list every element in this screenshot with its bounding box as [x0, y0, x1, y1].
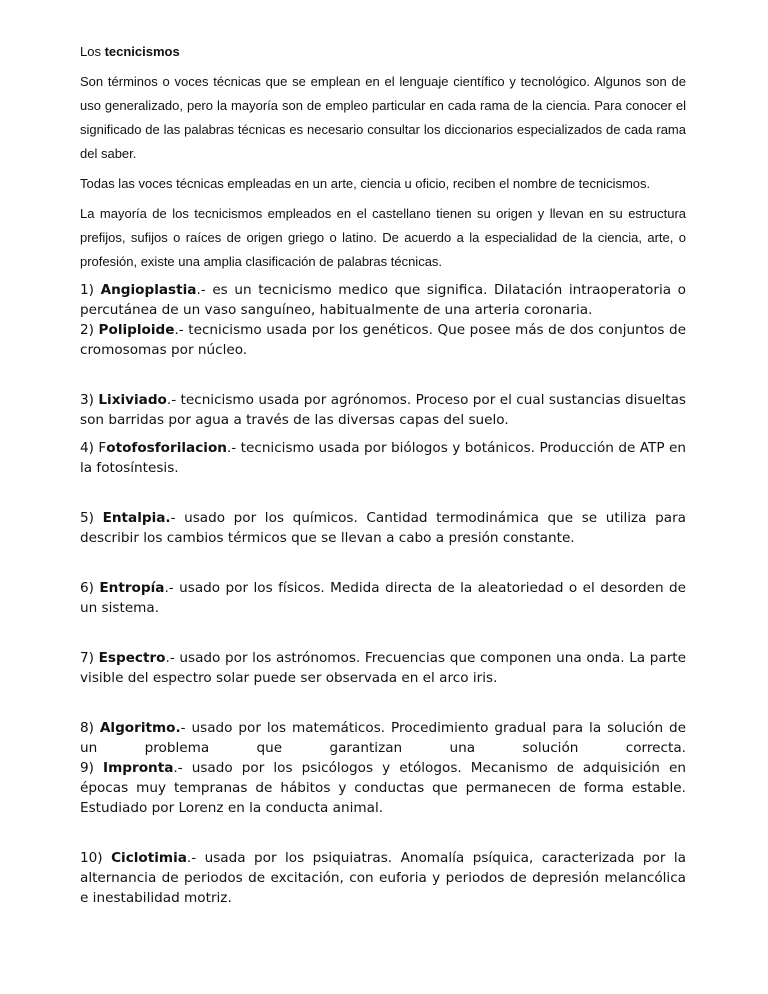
item-term: Ciclotimia	[111, 850, 187, 866]
item-description: .- tecnicismo usada por agrónomos. Proceso por el cual sustancias disueltas son barridas por agua a través de las diversas capas del suelo.	[80, 392, 687, 428]
intro-paragraph-1: Son términos o voces técnicas que se emplean en el lenguaje científico y tecnológico. Algunos son de uso generalizado, pero la mayoría son de empleo particular en cada rama de la ciencia. Para conocer el significado de las palabras técnicas es necesario consultar los diccionarios especializados de cada rama del saber.	[80, 74, 686, 161]
item-term: Impronta	[103, 760, 174, 776]
list-item-6	[80, 578, 686, 618]
item-number: 4)	[80, 440, 99, 456]
item-number: 7)	[80, 650, 99, 666]
spacer	[80, 548, 686, 578]
document-title	[80, 40, 686, 64]
item-number: 8)	[80, 720, 100, 736]
item-term: otofosforilacion	[106, 440, 227, 456]
item-term: Lixiviado	[98, 392, 167, 408]
list-item-10	[80, 848, 686, 908]
document-page	[80, 40, 686, 908]
title-prefix: Los	[80, 44, 105, 59]
spacer	[80, 618, 686, 648]
item-term: Espectro	[98, 650, 166, 666]
item-description: .- usado por los astrónomos. Frecuencias que componen una onda. La parte visible del espectro solar puede ser observada en el arco iris.	[80, 650, 686, 686]
item-term: Entalpia.	[102, 510, 171, 526]
item-description: .- tecnicismo usada por biólogos y botánicos. Producción de ATP en la fotosíntesis.	[80, 440, 686, 476]
item-number: 3)	[80, 392, 99, 408]
title-bold: tecnicismos	[104, 44, 180, 59]
list-item-5	[80, 508, 686, 548]
spacer	[80, 360, 686, 390]
item-number: 6)	[80, 580, 100, 596]
item-description: .- tecnicismo usada por los genéticos. Que posee más de dos conjuntos de cromosomas por núcleo.	[80, 322, 686, 358]
item-number: 9)	[80, 760, 104, 776]
intro-paragraph-3: La mayoría de los tecnicismos empleados en el castellano tienen su origen y llevan en su estructura prefijos, sufijos o raíces de origen griego o latino. De acuerdo a la especialidad de la ciencia, arte, o profesión, existe una amplia clasificación de palabras técnicas.	[80, 206, 686, 269]
list-item-2	[80, 320, 686, 360]
item-term: Angioplastia	[100, 282, 197, 298]
item-description: .- usado por los psicólogos y etólogos. Mecanismo de adquisición en épocas muy tempranas de hábitos y conductas que permanecen de forma estable. Estudiado por Lorenz en la conducta animal.	[80, 760, 686, 816]
list-item-1	[80, 280, 686, 320]
spacer	[80, 818, 686, 848]
item-term: Algoritmo.	[99, 720, 181, 736]
spacer	[80, 688, 686, 718]
list-item-4	[80, 438, 686, 478]
list-item-8	[80, 718, 686, 758]
item-term: Entropía	[99, 580, 165, 596]
item-term: Poliploide	[98, 322, 175, 338]
spacer	[80, 478, 686, 508]
intro-paragraph-2: Todas las voces técnicas empleadas en un arte, ciencia u oficio, reciben el nombre de tecnicismos.	[80, 176, 651, 191]
item-description: - usado por los matemáticos. Procedimiento gradual para la solución de un problema que garantizan una solución correcta.	[80, 720, 686, 756]
item-description: - usado por los químicos. Cantidad termodinámica que se utiliza para describir los cambios térmicos que se llevan a cabo a presión constante.	[80, 510, 686, 546]
item-description: .- usada por los psiquiatras. Anomalía psíquica, caracterizada por la alternancia de periodos de excitación, con euforia y periodos de depresión melancólica e inestabilidad motriz.	[80, 850, 686, 906]
list-item-3	[80, 390, 686, 430]
spacer	[80, 430, 686, 438]
item-description: .- es un tecnicismo medico que significa. Dilatación intraoperatoria o percutánea de un vaso sanguíneo, habitualmente de una arteria coronaria.	[80, 282, 686, 318]
list-item-9	[80, 758, 686, 818]
item-term-initial: F	[98, 440, 107, 456]
list-item-7	[80, 648, 686, 688]
item-number: 2)	[80, 322, 99, 338]
item-number: 5)	[80, 510, 103, 526]
item-description: .- usado por los físicos. Medida directa de la aleatoriedad o el desorden de un sistema.	[80, 580, 686, 616]
item-number: 10)	[80, 850, 112, 866]
item-number: 1)	[80, 282, 101, 298]
